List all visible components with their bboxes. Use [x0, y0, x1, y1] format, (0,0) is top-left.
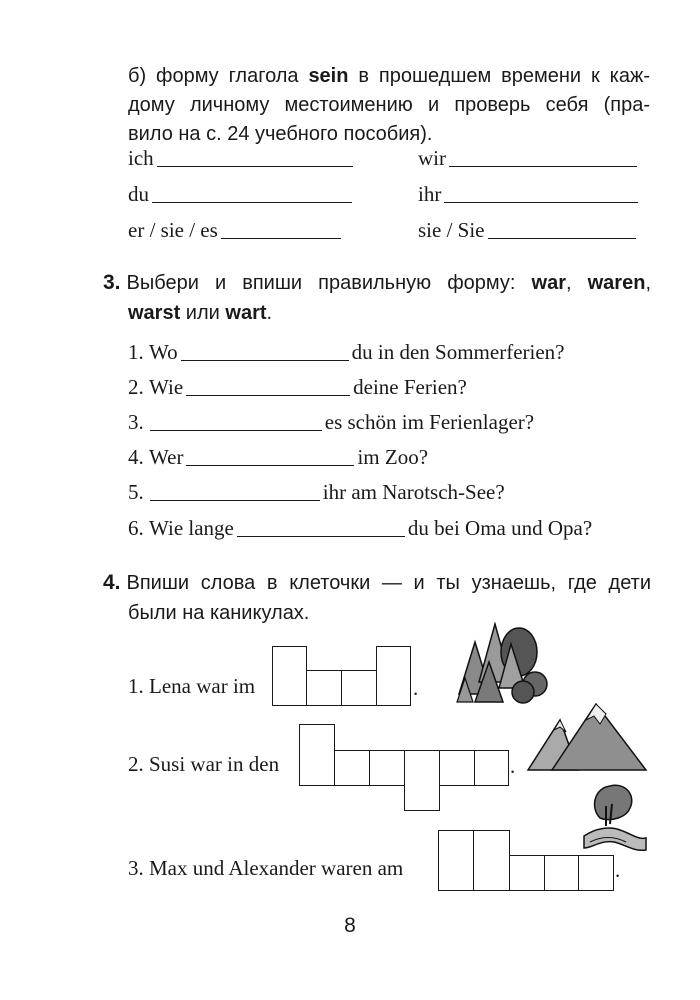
letter-cell[interactable] [376, 646, 411, 706]
pronoun-label: er / sie / es [128, 218, 218, 242]
answer-blank[interactable] [186, 394, 350, 396]
answer-blank[interactable] [150, 499, 320, 501]
letter-cell[interactable] [306, 670, 342, 706]
task-number: 4. [103, 571, 121, 594]
answer-blank[interactable] [186, 464, 354, 466]
pronoun-label: ich [128, 146, 154, 170]
punct: . [510, 754, 516, 778]
item-text: 2. Susi war in den [128, 752, 280, 776]
instruction-text: Выбери и впиши правильную форму: [126, 272, 532, 294]
intro-text: в прошедшем времени к каж- [348, 65, 650, 87]
sentence-text: im Zoo? [357, 445, 429, 469]
sentence-number: 6. [128, 516, 144, 540]
letter-cell[interactable] [404, 750, 440, 811]
letter-cell[interactable] [544, 855, 579, 891]
intro-line-1 [128, 62, 650, 91]
answer-blank[interactable] [237, 535, 405, 537]
answer-blank[interactable] [488, 237, 636, 239]
mountains-icon [526, 700, 650, 772]
sentence-text: Wie lange [149, 516, 234, 540]
crossword-item-label [128, 856, 403, 881]
sentence-number: 1. [128, 340, 144, 364]
task-4-instruction [103, 568, 651, 628]
keyword-war: war [531, 272, 566, 294]
sentence-text: Wie [149, 375, 184, 399]
punct: . [615, 858, 621, 882]
instruction-text: Впиши слова в клеточки — и ты узнаешь, где дети [126, 572, 651, 594]
letter-cell[interactable] [474, 750, 509, 786]
period [510, 754, 515, 779]
exercise-sentence [128, 375, 467, 400]
letter-cell[interactable] [439, 750, 475, 786]
answer-blank[interactable] [449, 165, 637, 167]
pronoun-label: wir [418, 146, 446, 170]
item-text: 1. Lena war im [128, 674, 256, 698]
sentence-text: deine Ferien? [353, 375, 467, 399]
exercise-sentence [128, 410, 534, 435]
punct: , [565, 272, 588, 294]
pronoun-row [418, 182, 641, 207]
exercise-sentence [128, 340, 565, 365]
answer-blank[interactable] [152, 201, 352, 203]
letter-cell[interactable] [299, 724, 335, 786]
pronoun-row [128, 182, 355, 207]
letter-cell[interactable] [438, 830, 474, 891]
instruction-text: или [180, 302, 226, 324]
task-3-instruction [103, 268, 651, 328]
answer-blank[interactable] [157, 165, 353, 167]
task-number: 3. [103, 271, 121, 294]
punct: . [413, 676, 419, 700]
answer-blank[interactable] [444, 201, 638, 203]
punct: . [266, 302, 273, 324]
pronoun-label: ihr [418, 182, 442, 206]
intro-line-2: дому личному местоимению и проверь себя (пра- [128, 94, 650, 116]
pronoun-label: sie / Sie [418, 218, 485, 242]
keyword-wart: wart [225, 302, 267, 324]
letter-cell[interactable] [509, 855, 545, 891]
instruction-text: были на каникулах. [128, 602, 310, 624]
pronoun-row [418, 218, 639, 243]
pronoun-row [128, 218, 344, 243]
sentence-text: es schön im Ferienlager? [324, 410, 535, 434]
sentence-text: du bei Oma und Opa? [407, 516, 593, 540]
crossword-item-label [128, 674, 255, 699]
sentence-number: 5. [128, 480, 144, 504]
page-number: 8 [344, 914, 356, 937]
exercise-sentence [128, 516, 592, 541]
letter-cell[interactable] [272, 646, 307, 706]
letter-cell[interactable] [578, 855, 614, 891]
sentence-text: du in den Sommerferien? [351, 340, 565, 364]
answer-blank[interactable] [221, 237, 341, 239]
letter-cell[interactable] [473, 830, 510, 891]
crossword-item-label [128, 752, 279, 777]
intro-line-3: вило на с. 24 учебного пособия). [128, 123, 433, 145]
sentence-number: 4. [128, 445, 144, 469]
period [413, 676, 418, 701]
forest-icon [455, 622, 550, 706]
period [615, 858, 620, 883]
pronoun-label: du [128, 182, 149, 206]
river-icon [580, 778, 650, 856]
exercise-sentence [128, 480, 505, 505]
sentence-number: 2. [128, 375, 144, 399]
sentence-text: ihr am Narotsch-See? [322, 480, 505, 504]
punct: , [645, 272, 651, 294]
sentence-text: Wer [149, 445, 184, 469]
answer-blank[interactable] [150, 429, 322, 431]
keyword-waren: waren [587, 272, 646, 294]
keyword-warst: warst [128, 302, 181, 324]
intro-text: б) форму глагола [128, 65, 309, 87]
sentence-text: Wo [149, 340, 178, 364]
pronoun-row [418, 146, 640, 171]
letter-cell[interactable] [341, 670, 377, 706]
letter-cell[interactable] [334, 750, 370, 786]
pronoun-row [128, 146, 356, 171]
exercise-sentence [128, 445, 428, 470]
answer-blank[interactable] [181, 359, 349, 361]
sentence-number: 3. [128, 410, 144, 434]
letter-cell[interactable] [369, 750, 405, 786]
intro-paragraph [128, 62, 650, 149]
item-text: 3. Max und Alexander waren am [128, 856, 404, 880]
keyword-sein: sein [308, 65, 349, 87]
